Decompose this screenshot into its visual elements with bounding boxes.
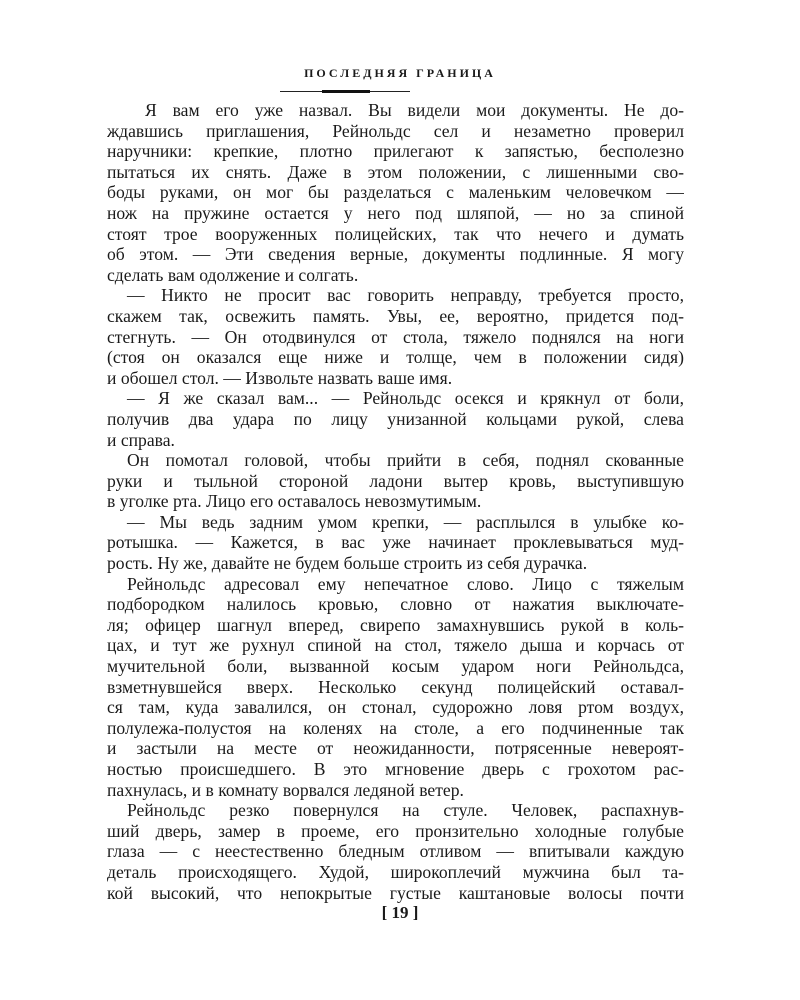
text-line: ля; офицер шагнул вперед, свирепо замахнувшись рукой в коль- — [107, 614, 684, 635]
text-line: взметнувшейся вверх. Несколько секунд полицейский оставал- — [107, 676, 684, 697]
text-line: и справа. — [107, 429, 175, 450]
text-line: пахнулась, и в комнату ворвался ледяной ветер. — [107, 779, 464, 800]
page-number: [ 19 ] — [381, 903, 419, 922]
text-line: стоят трое вооруженных полицейских, так что нечего и думать — [107, 223, 684, 244]
text-line: и застыли на месте от неожиданности, потрясенные невероят- — [107, 738, 684, 759]
text-line: и обошел стол. — Извольте назвать ваше имя. — [107, 367, 453, 388]
text-line: Рейнольдс адресовал ему непечатное слово. Лицо с тяжелым — [127, 573, 684, 594]
body-text — [107, 100, 684, 903]
text-line: скажем так, освежить память. Увы, ее, вероятно, придется под- — [107, 305, 684, 326]
text-line: в уголке рта. Лицо его оставалось невозмутимым. — [107, 491, 482, 512]
text-line: об этом. — Эти сведения верные, документы подлинные. Я могу — [107, 244, 684, 265]
text-line: глаза — с неестественно бледным отливом — впитывали каждую — [107, 841, 684, 862]
text-line: Рейнольдс резко повернулся на стуле. Человек, распахнув- — [127, 800, 684, 821]
text-line: ся там, куда завалился, он стонал, судорожно ловя ртом воздух, — [107, 697, 684, 718]
text-line: наручники: крепкие, плотно прилегают к запястью, бесполезно — [107, 141, 684, 162]
text-line: деталь происходящего. Худой, широкоплечий мужчина был та- — [107, 861, 684, 882]
text-line: рость. Ну же, давайте не будем больше строить из себя дурачка. — [107, 553, 588, 574]
text-line: боды руками, он мог бы разделаться с маленьким человечком — — [107, 182, 684, 203]
text-line: ротышка. — Кажется, в вас уже начинает проклевываться муд- — [107, 532, 684, 553]
text-line: ностью происшедшего. В это мгновение дверь с грохотом рас- — [107, 759, 684, 779]
text-line: ший дверь, замер в проеме, его пронзительно холодные голубые — [107, 820, 684, 841]
text-line: пытаться их снять. Даже в этом положении, с лишенными сво- — [107, 161, 684, 182]
text-line: — Я же сказал вам... — Рейнольдс осекся и крякнул от боли, — [127, 388, 684, 409]
paragraph — [107, 574, 684, 801]
text-line: мучительной боли, вызванной косым ударом ноги Рейнольдса, — [107, 656, 684, 677]
paragraph — [107, 800, 684, 903]
paragraph — [107, 512, 684, 574]
text-line: руки и тыльной стороной ладони вытер кровь, выступившую — [107, 470, 684, 491]
text-line: Он помотал головой, чтобы прийти в себя, поднял скованные — [127, 450, 684, 471]
header-rule-accent — [322, 90, 370, 93]
text-line: (стоя он оказался еще ниже и толще, чем в положении сидя) — [107, 347, 684, 368]
text-line: подбородком налилось кровью, словно от нажатия выключате- — [107, 594, 684, 615]
text-line: стегнуть. — Он отодвинулся от стола, тяжело поднялся на ноги — [107, 326, 684, 347]
text-line: кой высокий, что непокрытые густые каштановые волосы почти — [107, 882, 684, 903]
paragraph — [107, 100, 684, 285]
running-header: ПОСЛЕДНЯЯ ГРАНИЦА — [304, 66, 496, 80]
paragraph — [107, 388, 684, 450]
text-line: Я вам его уже назвал. Вы видели мои документы. Не до- — [145, 100, 684, 120]
text-line: сделать вам одолжение и солгать. — [107, 264, 359, 285]
text-line: — Никто не просит вас говорить неправду, требуется просто, — [127, 285, 684, 306]
text-line: цах, и тут же рухнул спиной на стол, тяжело дыша и корчась от — [107, 635, 684, 656]
paragraph — [107, 285, 684, 388]
text-line: нож на пружине остается у него под шляпой, — но за спиной — [107, 202, 684, 223]
paragraph — [107, 450, 684, 512]
text-line: ждавшись приглашения, Рейнольдс сел и незаметно проверил — [107, 120, 684, 141]
text-line: полулежа-полустоя на коленях на столе, а его подчиненные так — [107, 717, 684, 738]
text-line: получив два удара по лицу унизанной кольцами рукой, слева — [107, 408, 684, 429]
text-line: — Мы ведь задним умом крепки, — расплылся в улыбке ко- — [127, 511, 684, 532]
